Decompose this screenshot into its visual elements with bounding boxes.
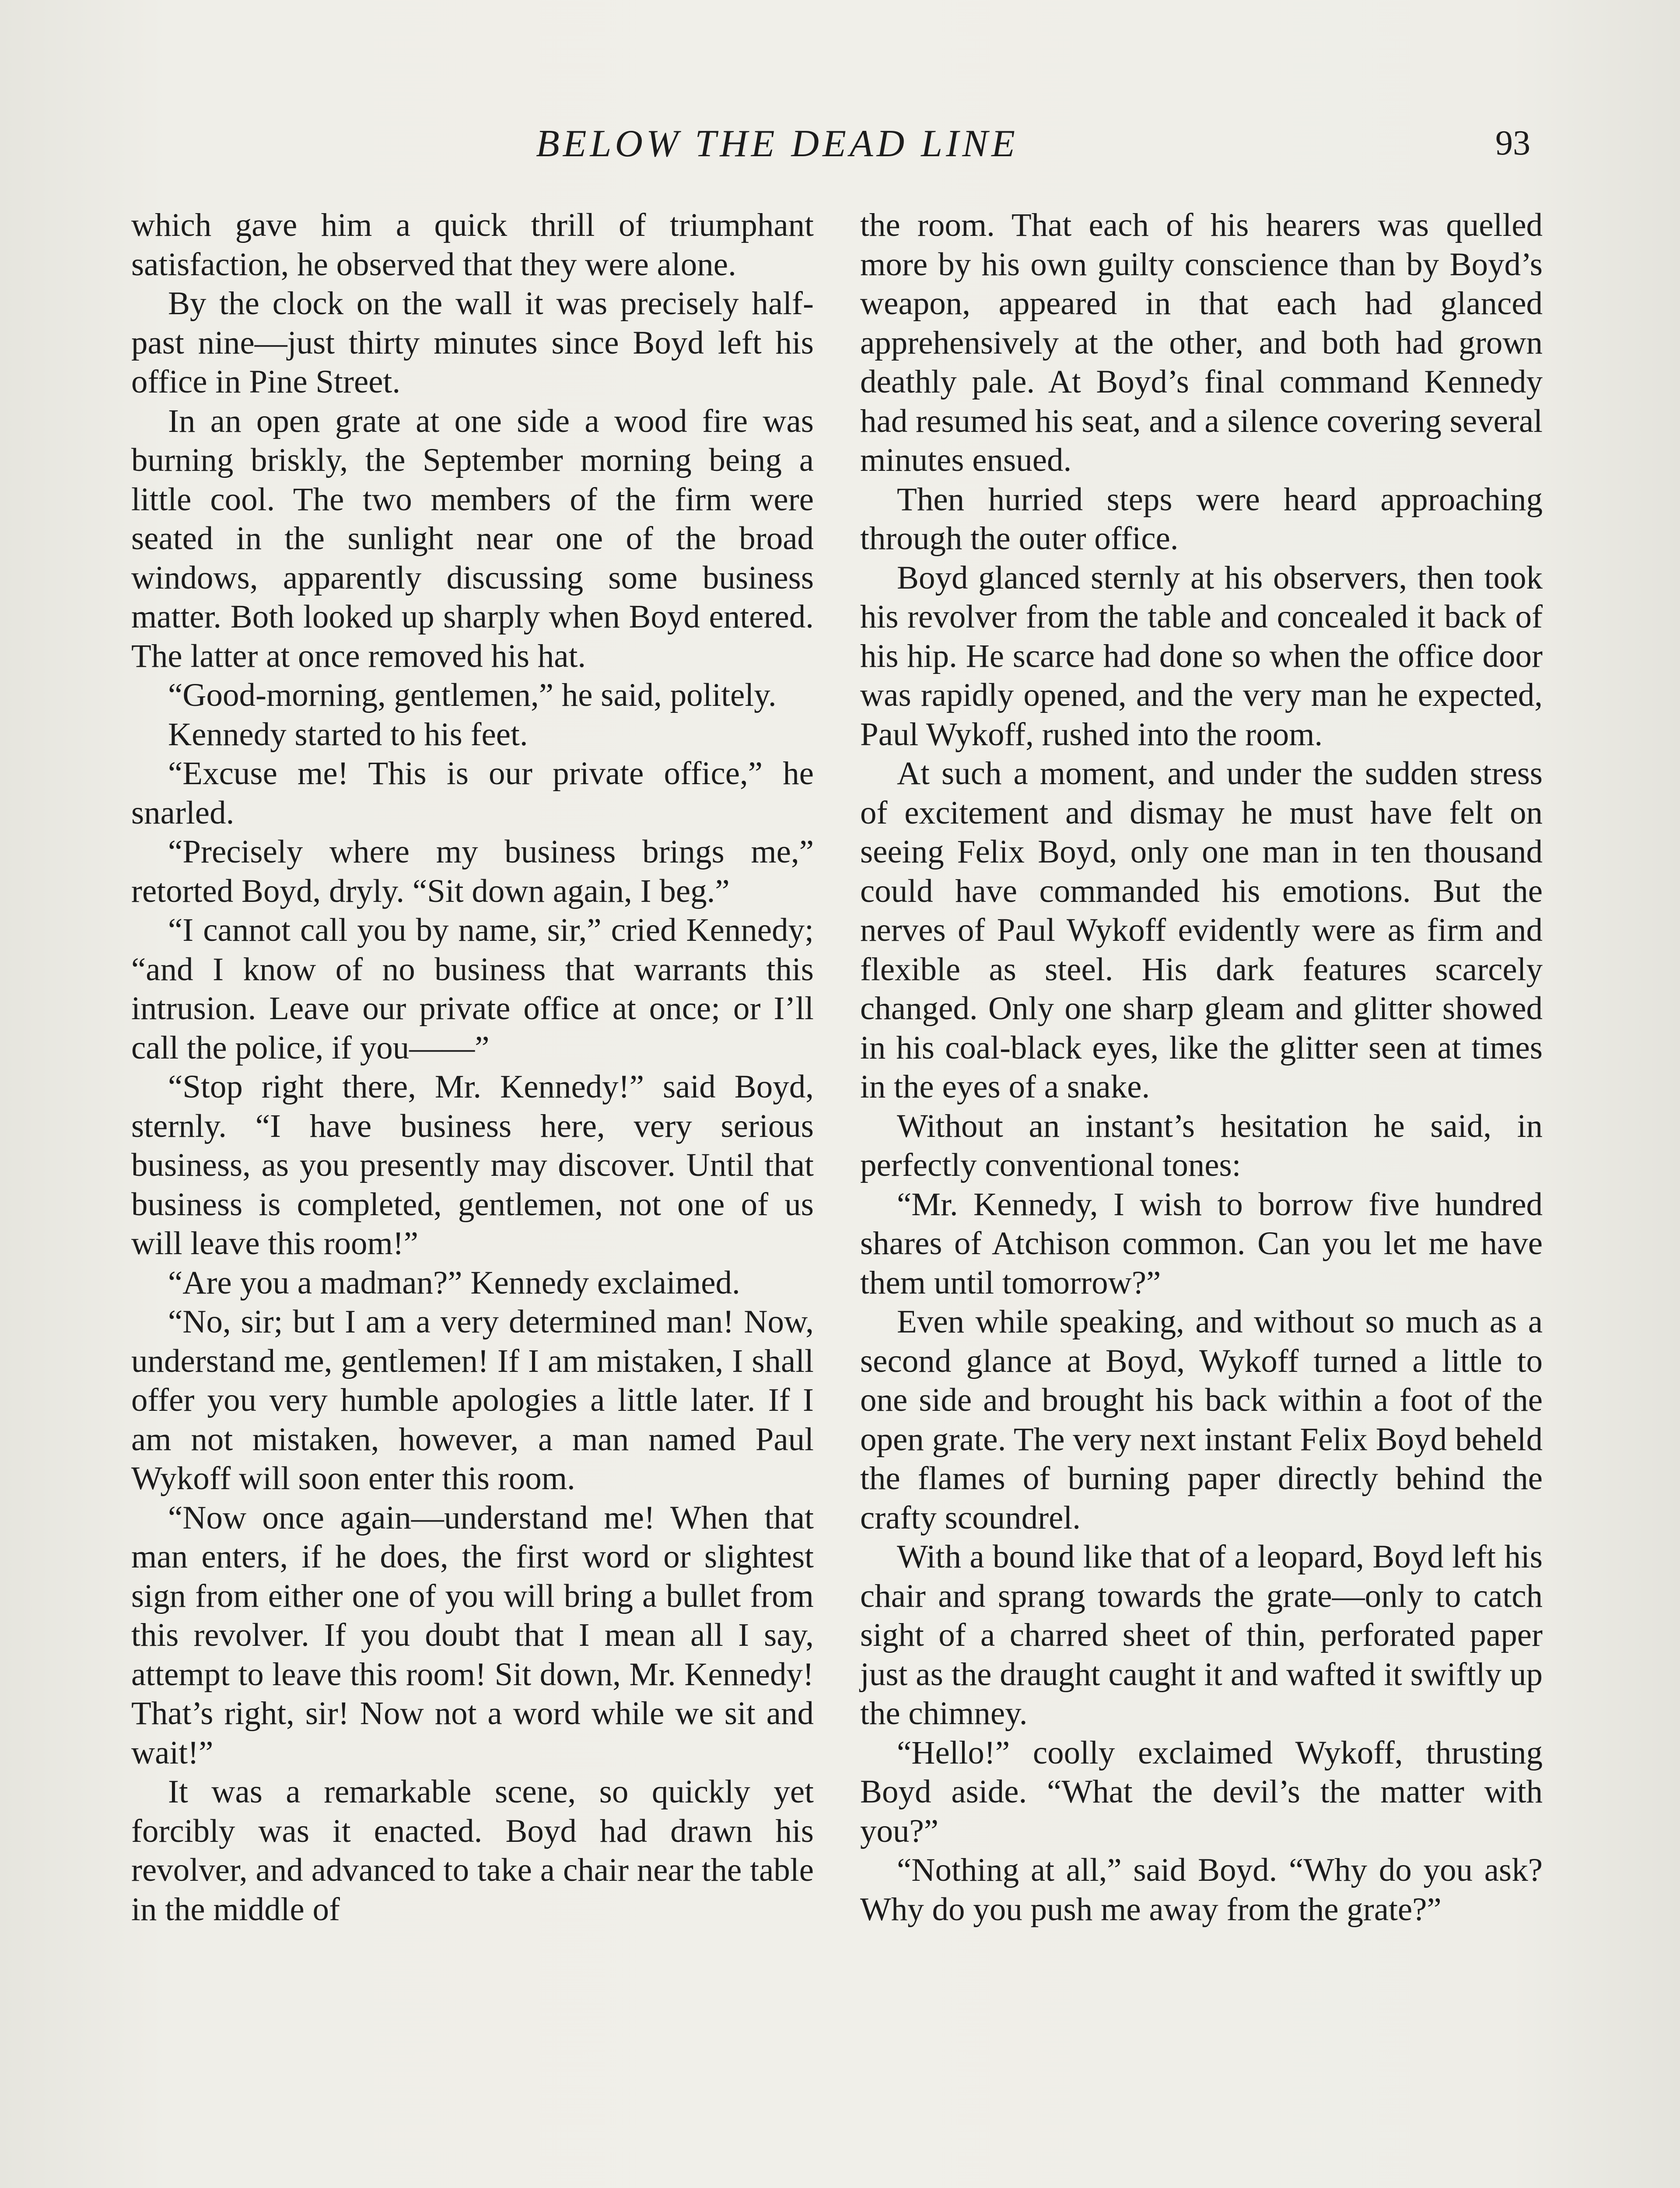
page-header xyxy=(0,117,1680,170)
paragraph: Then hurried steps were heard approaching through the outer office. xyxy=(860,481,1543,557)
paragraph: Without an instant’s hesitation he said, in perfectly conventional tones: xyxy=(860,1108,1543,1183)
paragraph: Even while speaking, and without so much as a second glance at Boyd, Wykoff turned a little to one side and brought his back within a foot of the open grate. The very next instant Felix Boyd beheld the flames of burning paper directly behind the crafty scoundrel. xyxy=(860,1304,1543,1536)
paragraph: Boyd glanced sternly at his observers, then took his revolver from the table and concealed it back of his hip. He scarce had done so when the office door was rapidly opened, and the very man he expected, Paul Wykoff, rushed into the room. xyxy=(860,559,1543,753)
paragraph: “No, sir; but I am a very determined man! Now, understand me, gentlemen! If I am mistaken, I shall offer you very humble apologies a little later. If I am not mistaken, however, a man named Paul Wykoff will soon enter this room. xyxy=(131,1304,814,1497)
paragraph: “I cannot call you by name, sir,” cried Kennedy; “and I know of no business that warrants this intrusion. Leave our private office at once; or I’ll call the police, if you——” xyxy=(131,912,814,1066)
running-title: BELOW THE DEAD LINE xyxy=(536,123,1018,165)
paragraph: With a bound like that of a leopard, Boyd left his chair and sprang towards the grate—only to catch sight of a charred sheet of thin, perforated paper just as the draught caught it and wafted it swiftly up the chimney. xyxy=(860,1539,1543,1732)
paragraph: “Are you a madman?” Kennedy exclaimed. xyxy=(168,1264,740,1301)
paragraph: Kennedy started to his feet. xyxy=(168,716,528,753)
paragraph: “Good-morning, gentlemen,” he said, politely. xyxy=(168,677,777,713)
paragraph: “Now once again—understand me! When that man enters, if he does, the first word or slightest sign from either one of you will bring a bullet from this revolver. If you doubt that I mean all I say, attempt to leave this room! Sit down, Mr. Kennedy! That’s right, sir! Now not a word while we sit and wait!” xyxy=(131,1499,814,1771)
page-number: 93 xyxy=(1495,124,1530,162)
paragraph: “Mr. Kennedy, I wish to borrow five hundred shares of Atchison common. Can you let me have them until tomorrow?” xyxy=(860,1186,1543,1301)
paragraph: “Precisely where my business brings me,” retorted Boyd, dryly. “Sit down again, I beg.” xyxy=(131,834,814,909)
paragraph: It was a remarkable scene, so quickly yet forcibly was it enacted. Boyd had drawn his revolver, and advanced to take a chair near the table in the middle of xyxy=(131,1774,814,1928)
right-column xyxy=(860,206,1543,1929)
paragraph: the room. That each of his hearers was quelled more by his own guilty conscience than by Boyd’s weapon, appeared in that each had glanced apprehensively at the other, and both had grown deathly pale. At Boyd’s final command Kennedy had resumed his seat, and a silence covering several minutes ensued. xyxy=(860,207,1543,478)
left-column xyxy=(131,206,814,1929)
paragraph: In an open grate at one side a wood fire was burning briskly, the September morning being a little cool. The two members of the firm were seated in the sunlight near one of the broad windows, apparently discussing some business matter. Both looked up sharply when Boyd entered. The latter at once removed his hat. xyxy=(131,403,814,674)
paragraph: By the clock on the wall it was precisely half-past nine—just thirty minutes since Boyd left his office in Pine Street. xyxy=(131,285,814,400)
paragraph: At such a moment, and under the sudden stress of excitement and dismay he must have felt on seeing Felix Boyd, only one man in ten thousand could have commanded his emotions. But the nerves of Paul Wykoff evidently were as firm and flexible as steel. His dark features scarcely changed. Only one sharp gleam and glitter showed in his coal-black eyes, like the glitter seen at times in the eyes of a snake. xyxy=(860,755,1543,1105)
paragraph: “Nothing at all,” said Boyd. “Why do you ask? Why do you push me away from the grate?” xyxy=(860,1852,1543,1928)
paragraph: which gave him a quick thrill of triumphant satisfaction, he observed that they were alone. xyxy=(131,207,814,283)
paragraph: “Excuse me! This is our private office,” he snarled. xyxy=(131,755,814,831)
paragraph: “Stop right there, Mr. Kennedy!” said Boyd, sternly. “I have business here, very serious business, as you presently may discover. Until that business is completed, gentlemen, not one of us will leave this room!” xyxy=(131,1069,814,1262)
paragraph: “Hello!” coolly exclaimed Wykoff, thrusting Boyd aside. “What the devil’s the matter with you?” xyxy=(860,1734,1543,1849)
